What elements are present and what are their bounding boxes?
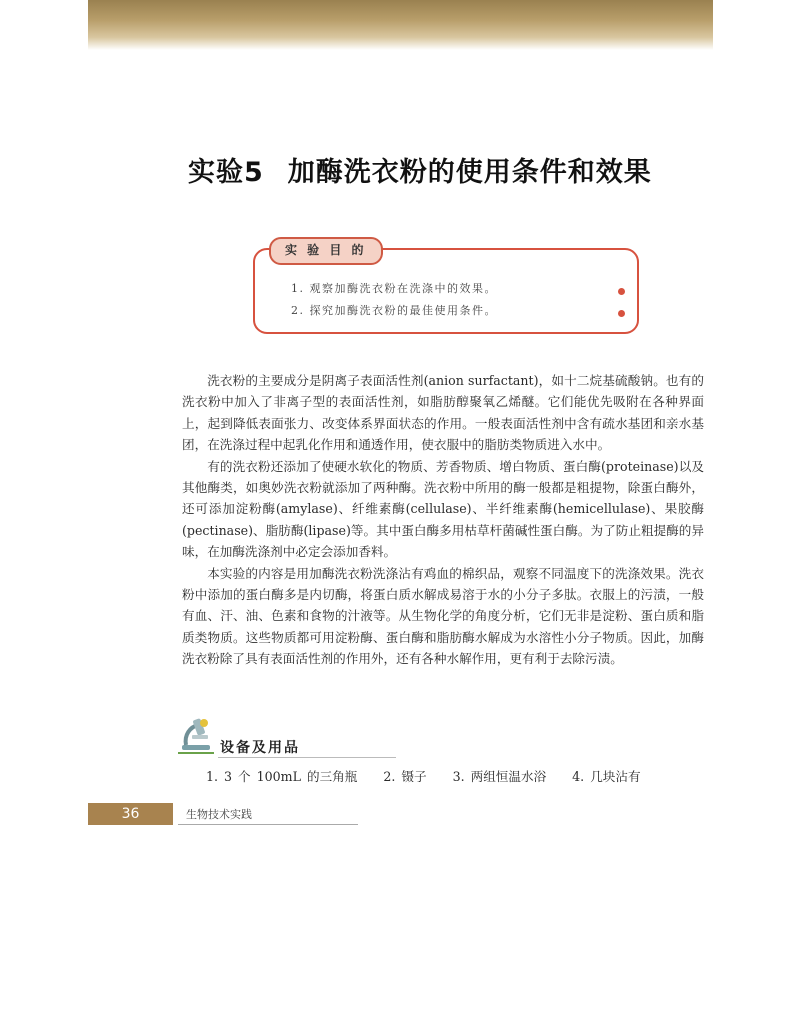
divider (218, 757, 396, 758)
equipment-heading: 设备及用品 (220, 740, 300, 756)
experiment-title: 加酶洗衣粉的使用条件和效果 (287, 157, 652, 188)
footer-title: 生物技术实践 (186, 808, 252, 821)
body-text (182, 370, 704, 670)
equipment-item: 3. 两组恒温水浴 (452, 769, 547, 784)
paragraph: 有的洗衣粉还添加了使硬水软化的物质、芳香物质、增白物质、蛋白酶(proteinase)以及其他酶类，如奥妙洗衣粉就添加了两种酶。洗衣粉中所用的酶一般都是粗提物，除蛋白酶外，还可添加淀粉酶(amylase)、纤维素酶(cellulase)、半纤维素酶(hemicellulase)、果胶酶(pectinase)、脂肪酶(lipase)等。其中蛋白酶多用枯草杆菌碱性蛋白酶。为了防止粗提酶的异味，在加酶洗涤剂中必定会添加香料。 (182, 458, 704, 560)
goal-item: 1. 观察加酶洗衣粉在洗涤中的效果。 (291, 282, 497, 295)
page-title (188, 150, 708, 189)
experiment-number: 实验5 (188, 157, 264, 188)
textbook-page (88, 0, 713, 830)
header-band (88, 0, 713, 50)
bullet-dot (618, 310, 625, 317)
paragraph: 洗衣粉的主要成分是阴离子表面活性剂(anion surfactant)，如十二烷基硫酸钠。也有的洗衣粉中加入了非离子型的表面活性剂，如脂肪醇聚氧乙烯醚。它们能优先吸附在各种界面上，起到降低表面张力、改变体系界面状态的作用。一般表面活性剂中含有疏水基团和亲水基团，在洗涤过程中起乳化作用和通透作用，使衣服中的脂肪类物质进入水中。 (182, 373, 704, 453)
equipment-item: 1. 3 个 100mL 的三角瓶 (206, 769, 358, 784)
microscope-icon (178, 715, 218, 755)
bullet-dot (618, 288, 625, 295)
equipment-item: 4. 几块沾有 (572, 769, 641, 784)
footer-divider (178, 824, 358, 825)
purpose-tag: 实 验 目 的 (269, 237, 383, 265)
page-number: 36 (88, 803, 173, 825)
purpose-box (253, 243, 639, 334)
equipment-item: 2. 镊子 (383, 769, 427, 784)
goal-item: 2. 探究加酶洗衣粉的最佳使用条件。 (291, 304, 497, 317)
equipment-list (206, 766, 716, 785)
paragraph: 本实验的内容是用加酶洗衣粉洗涤沾有鸡血的棉织品，观察不同温度下的洗涤效果。洗衣粉中添加的蛋白酶多是内切酶，将蛋白质水解成易溶于水的小分子多肽。衣服上的污渍，一般有血、汗、油、色素和食物的汁液等。从生物化学的角度分析，它们无非是淀粉、蛋白质和脂质类物质。这些物质都可用淀粉酶、蛋白酶和脂肪酶水解成为水溶性小分子物质。因此，加酶洗衣粉除了具有表面活性剂的作用外，还有各种水解作用，更有利于去除污渍。 (182, 565, 704, 667)
